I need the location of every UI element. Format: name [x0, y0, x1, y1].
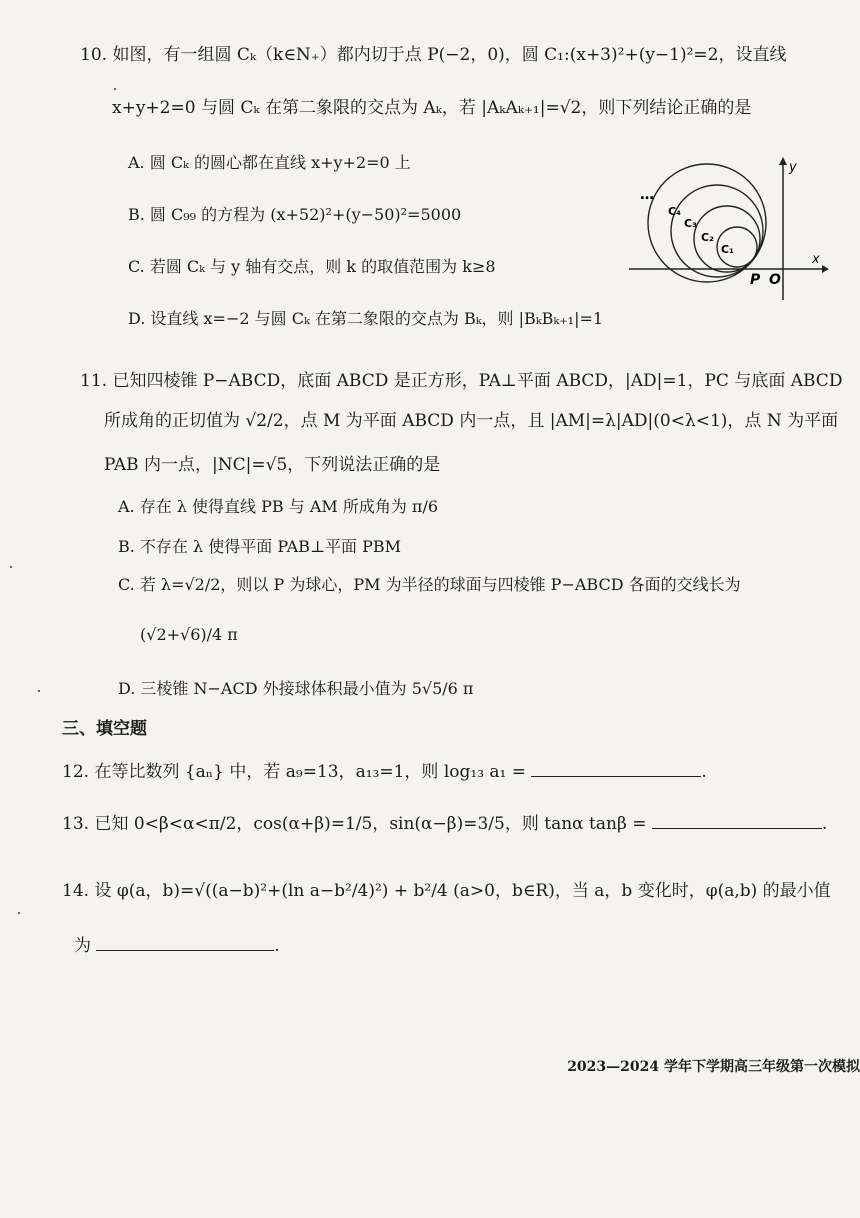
q13-text [62, 812, 827, 835]
q12-stem: 12. 在等比数列 {aₙ} 中，若 a₉=13，a₁₃=1，则 log₁₃ a₁ = [62, 762, 527, 782]
x-axis-arrow [822, 265, 829, 273]
q10-option-b: B. 圆 C₉₉ 的方程为 (x+52)²+(y−50)²=5000 [128, 205, 462, 224]
label-c3: C₃ [684, 217, 697, 230]
y-axis-arrow [779, 157, 787, 165]
q10-option-c: C. 若圆 Cₖ 与 y 轴有交点，则 k 的取值范围为 k≥8 [128, 257, 496, 276]
q11-option-c-line2: (√2+√6)/4 π [140, 625, 238, 644]
circles-figure [624, 155, 829, 305]
q11-line1: 11. 已知四棱锥 P−ABCD，底面 ABCD 是正方形，PA⊥平面 ABCD，|AD|=1，PC 与底面 ABCD [80, 371, 843, 391]
exam-footer: 2023—2024 学年下学期高三年级第一次模拟 [567, 1059, 860, 1075]
q12-text [62, 760, 707, 783]
dots-label: … [640, 187, 654, 203]
label-c4: C₄ [668, 205, 681, 218]
scan-speck [18, 912, 20, 914]
q11-option-c-line1: C. 若 λ=√2/2，则以 P 为球心，PM 为半径的球面与四棱锥 P−ABCD 各面的交线长为 [118, 575, 741, 594]
q12-answer-blank[interactable] [531, 760, 701, 777]
q11-option-b: B. 不存在 λ 使得平面 PAB⊥平面 PBM [118, 537, 401, 556]
origin-label: O [769, 272, 781, 288]
q10-option-d: D. 设直线 x=−2 与圆 Cₖ 在第二象限的交点为 Bₖ，则 |BₖBₖ₊₁|=1 [128, 309, 604, 328]
q11-line3: PAB 内一点，|NC|=√5，下列说法正确的是 [104, 455, 441, 475]
q13-period: . [821, 814, 828, 834]
section-fill-in-blank-title: 三、填空题 [62, 719, 147, 739]
q14-line2 [74, 934, 280, 957]
scan-speck [38, 690, 40, 692]
label-c2: C₂ [701, 231, 714, 244]
q11-option-d: D. 三棱锥 N−ACD 外接球体积最小值为 5√5/6 π [118, 679, 474, 698]
q10-option-a: A. 圆 Cₖ 的圆心都在直线 x+y+2=0 上 [128, 153, 411, 172]
scan-speck [114, 88, 116, 90]
q10-line2: x+y+2=0 与圆 Cₖ 在第二象限的交点为 Aₖ，若 |AₖAₖ₊₁|=√2，则下列结论正确的是 [112, 98, 752, 118]
q14-line1: 14. 设 φ(a，b)=√((a−b)²+(ln a−b²/4)²) + b²/4 (a>0，b∈R)，当 a，b 变化时，φ(a,b) 的最小值 [62, 881, 831, 901]
y-axis-label: y [789, 160, 797, 175]
q13-answer-blank[interactable] [652, 812, 822, 829]
x-axis-label: x [812, 252, 820, 267]
label-c1: C₁ [721, 243, 734, 256]
q14-period: . [274, 936, 280, 956]
q14-answer-blank[interactable] [96, 934, 274, 951]
q10-line1: 10. 如图，有一组圆 Cₖ（k∈N₊）都内切于点 P(−2，0)，圆 C₁:(x+3)²+(y−1)²=2，设直线 [80, 45, 787, 65]
circle-c4 [648, 164, 766, 282]
scan-speck [10, 566, 12, 568]
q13-stem: 13. 已知 0<β<α<π/2，cos(α+β)=1/5，sin(α−β)=3/5，则 tanα tanβ = [62, 814, 647, 834]
q14-stem-end: 为 [74, 936, 91, 956]
q11-line2: 所成角的正切值为 √2/2，点 M 为平面 ABCD 内一点，且 |AM|=λ|AD|(0<λ<1)，点 N 为平面 [104, 411, 839, 431]
q11-option-a: A. 存在 λ 使得直线 PB 与 AM 所成角为 π/6 [118, 497, 439, 516]
q12-period: . [701, 762, 707, 782]
point-p-label: P [750, 272, 761, 288]
